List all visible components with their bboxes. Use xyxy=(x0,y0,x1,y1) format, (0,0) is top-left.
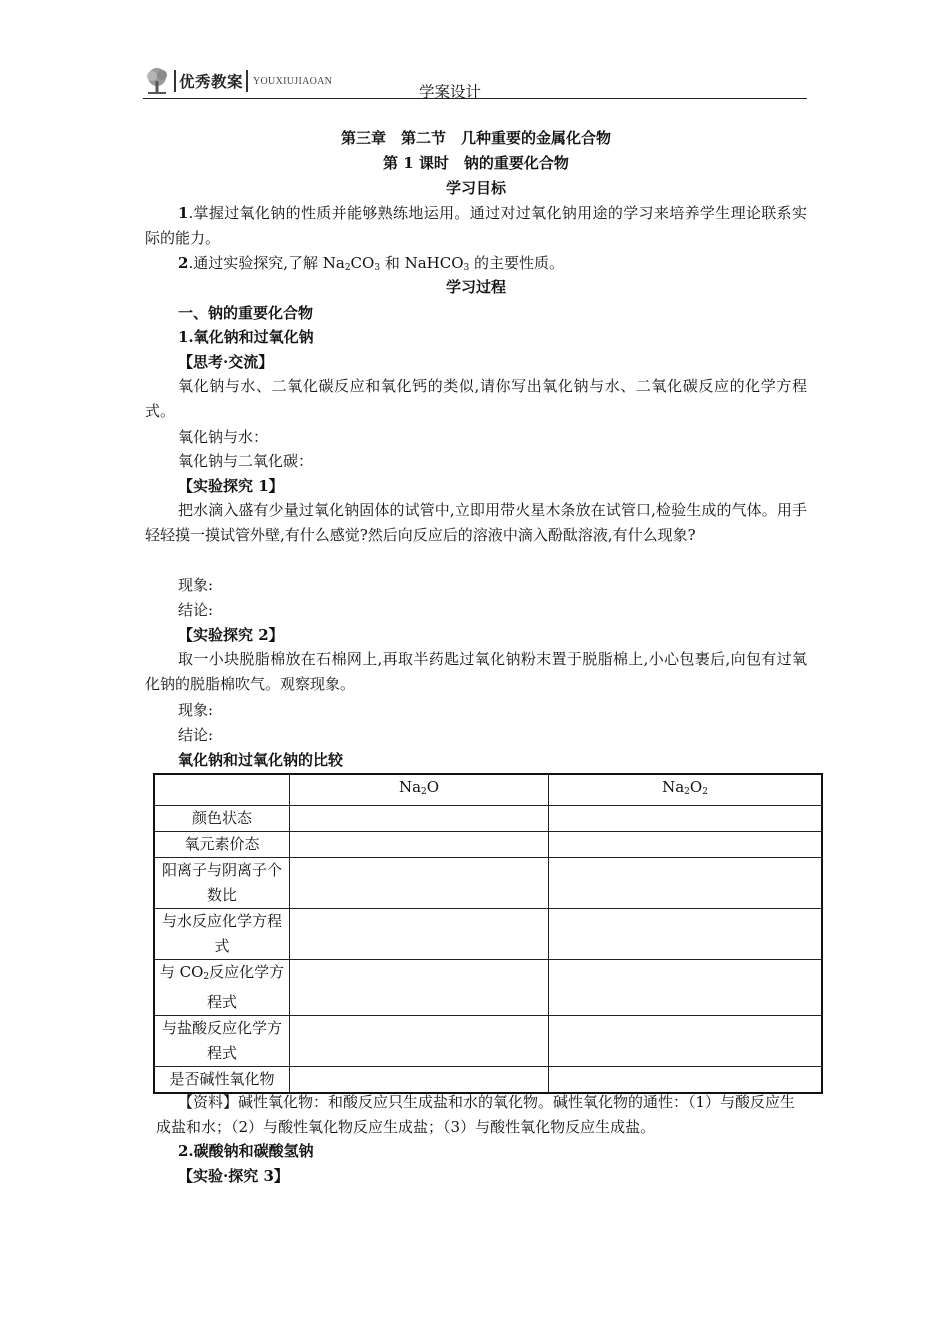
conclusion-2: 结论: xyxy=(178,726,214,744)
na2o2-text-b: O xyxy=(689,778,703,796)
table-header-na2o2 xyxy=(549,774,823,806)
objective-2-sub-b: 3 xyxy=(374,263,381,273)
objective-2-text-b: CO xyxy=(350,254,375,272)
table-cell[interactable] xyxy=(290,960,549,1016)
objective-1-number: 1 xyxy=(178,204,189,222)
na2o2-sub-a: 2 xyxy=(684,787,690,797)
process-heading: 学习过程 xyxy=(445,278,506,296)
table-row xyxy=(154,909,822,960)
objective-1 xyxy=(145,201,807,251)
logo-divider xyxy=(174,70,176,92)
table-cell[interactable] xyxy=(290,806,549,832)
objective-2-text-d: 的主要性质。 xyxy=(469,254,565,272)
objective-2-sub-a: 2 xyxy=(344,263,351,273)
table-row xyxy=(154,960,822,1016)
header-title: 学案设计 xyxy=(419,83,482,101)
objective-2-number: 2 xyxy=(178,254,189,272)
table-header-na2o xyxy=(290,774,549,806)
table-cell[interactable] xyxy=(290,832,549,858)
table-cell[interactable] xyxy=(549,960,823,1016)
experiment-2-text: 取一小块脱脂棉放在石棉网上,再取半药匙过氧化钠粉末置于脱脂棉上,小心包裹后,向包有过氧化钠的脱脂棉吹气。观察现象。 xyxy=(145,650,807,693)
row-label-co2-equation xyxy=(154,960,290,1016)
table-header-row xyxy=(154,774,822,806)
reference-note: 【资料】碱性氧化物：和酸反应只生成盐和水的氧化物。碱性氧化物的通性：（1）与酸反应生成盐和水；（2）与酸性氧化物反应生成盐；（3）与酸性氧化物反应生成盐。 xyxy=(156,1093,796,1136)
section-1-sub-2: 2.碳酸钠和碳酸氢钠 xyxy=(178,1142,314,1160)
objective-2-text-c: 和 NaHCO xyxy=(380,254,464,272)
table-cell[interactable] xyxy=(549,858,823,909)
co2-row-sub: 2 xyxy=(203,972,210,982)
logo-divider-2 xyxy=(246,70,248,92)
logo-text-en: YOUXIUJIAOAN xyxy=(253,75,333,87)
objective-2-text-a: .通过实验探究,了解 Na xyxy=(188,254,345,272)
row-label-oxygen-valence: 氧元素价态 xyxy=(154,832,290,858)
table-cell[interactable] xyxy=(290,858,549,909)
section-1-sub-1: 1.氧化钠和过氧化钠 xyxy=(178,328,314,346)
objective-1-text: .掌握过氧化钠的性质并能够熟练地运用。通过对过氧化钠用途的学习来培养学生理论联系实际的能力。 xyxy=(145,204,807,247)
experiment-3-label: 【实验·探究 3】 xyxy=(178,1167,289,1185)
objective-2-sub-c: 3 xyxy=(463,263,470,273)
row-label-color-state: 颜色状态 xyxy=(154,806,290,832)
row-label-hcl-equation: 与盐酸反应化学方程式 xyxy=(154,1016,290,1067)
table-cell[interactable] xyxy=(290,909,549,960)
table-corner-cell xyxy=(154,774,290,806)
na2o-text-b: O xyxy=(426,778,440,796)
row-label-water-equation: 与水反应化学方程式 xyxy=(154,909,290,960)
experiment-1-text: 把水滴入盛有少量过氧化钠固体的试管中,立即用带火星木条放在试管口,检验生成的气体。用手轻轻摸一摸试管外壁,有什么感觉?然后向反应后的溶液中滴入酚酞溶液,有什么现象? xyxy=(145,501,807,544)
na2o-sub: 2 xyxy=(421,787,427,797)
phenomenon-2: 现象: xyxy=(178,701,214,719)
row-label-basic-oxide: 是否碱性氧化物 xyxy=(154,1067,290,1094)
chapter-title: 第三章 第二节 几种重要的金属化合物 xyxy=(340,129,611,147)
na2o-text-a: Na xyxy=(398,778,422,796)
table-cell[interactable] xyxy=(549,806,823,832)
table-row xyxy=(154,832,822,858)
na2o2-text-a: Na xyxy=(662,778,685,796)
logo xyxy=(143,66,332,96)
phenomenon-1: 现象: xyxy=(178,576,214,594)
comparison-table xyxy=(153,773,823,1094)
logo-text-cn: 优秀教案 xyxy=(179,73,244,91)
page-header xyxy=(143,66,807,99)
table-row xyxy=(154,1016,822,1067)
objectives-heading: 学习目标 xyxy=(445,179,506,197)
table-cell[interactable] xyxy=(549,832,823,858)
table-cell[interactable] xyxy=(290,1016,549,1067)
table-cell[interactable] xyxy=(549,1016,823,1067)
experiment-2-label: 【实验探究 2】 xyxy=(178,626,284,644)
think-text: 氧化钠与水、二氧化碳反应和氧化钙的类似,请你写出氧化钠与水、二氧化碳反应的化学方程式。 xyxy=(145,377,807,420)
section-1-heading: 一、钠的重要化合物 xyxy=(178,304,314,322)
row-label-ion-ratio: 阳离子与阴离子个数比 xyxy=(154,858,290,909)
lesson-title: 第 1 课时 钠的重要化合物 xyxy=(383,154,569,172)
table-title: 氧化钠和过氧化钠的比较 xyxy=(178,751,344,769)
na2o2-sub-b: 2 xyxy=(702,787,708,797)
conclusion-1: 结论: xyxy=(178,601,214,619)
experiment-1-label: 【实验探究 1】 xyxy=(178,477,284,495)
table-row xyxy=(154,858,822,909)
table-cell[interactable] xyxy=(549,909,823,960)
co2-row-text-a: 与 CO xyxy=(159,963,204,981)
co2-row-text-b: 反应化学方程式 xyxy=(206,963,285,1011)
water-label: 氧化钠与水： xyxy=(178,428,269,446)
tree-logo-icon xyxy=(143,67,171,95)
co2-label: 氧化钠与二氧化碳： xyxy=(178,452,314,470)
table-row xyxy=(154,806,822,832)
think-label: 【思考·交流】 xyxy=(178,353,274,371)
